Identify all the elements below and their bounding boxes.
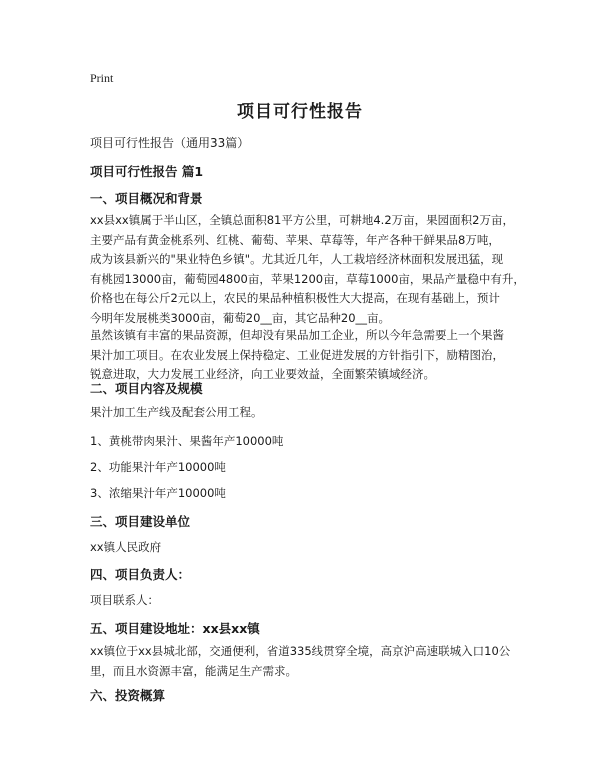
- list-item: 2、功能果汁年产10000吨: [90, 460, 226, 474]
- section-5-heading: 五、项目建设地址：xx县xx镇: [90, 621, 260, 636]
- paragraph-line: 果汁加工项目。在农业发展上保持稳定、工业促进发展的方针指引下，励精图治，: [90, 347, 504, 362]
- paragraph-line: 主要产品有黄金桃系列、红桃、葡萄、苹果、草莓等，年产各种干鲜果品8万吨，: [90, 232, 500, 247]
- document-title: 项目可行性报告: [237, 102, 363, 122]
- section-5-body: [90, 642, 515, 681]
- paragraph-line: 里，而且水资源丰富，能满足生产需求。: [90, 663, 297, 678]
- article-heading: 项目可行性报告 篇1: [90, 164, 204, 179]
- paragraph-line: 有桃园13000亩，葡萄园4800亩，苹果1200亩，草莓1000亩，果品产量稳中有升，: [90, 271, 525, 286]
- paragraph-line: xx镇位于xx县城北部，交通便利，省道335线贯穿全境，高京沪高速联城入口10公: [90, 644, 511, 658]
- list-item: 3、浓缩果汁年产10000吨: [90, 486, 226, 500]
- paragraph-line: 价格也在每公斤2元以上，农民的果品种植积极性大大提高，在现有基础上，预计: [90, 291, 500, 305]
- section-1-paragraph-1: [90, 211, 525, 328]
- section-3-body: xx镇人民政府: [90, 540, 162, 554]
- list-item: 1、黄桃带肉果汁、果酱年产10000吨: [90, 434, 284, 448]
- paragraph-line: 锐意进取，大力发展工业经济，向工业要效益，全面繁荣镇域经济。: [90, 367, 435, 381]
- section-4-body: 项目联系人：: [90, 593, 159, 607]
- document-subtitle: 项目可行性报告（通用33篇）: [90, 136, 250, 150]
- section-6-heading: 六、投资概算: [90, 688, 166, 703]
- section-4-heading: 四、项目负责人：: [90, 567, 191, 582]
- section-3-heading: 三、项目建设单位: [90, 514, 191, 529]
- section-1-heading: 一、项目概况和背景: [90, 191, 203, 206]
- paragraph-line: 今明年发展桃类3000亩，葡萄20__亩，其它品种20__亩。: [90, 310, 391, 325]
- section-2-intro: 果汁加工生产线及配套公用工程。: [90, 405, 263, 419]
- section-2-heading: 二、项目内容及规模: [90, 381, 203, 396]
- paragraph-line: xx县xx镇属于半山区，全镇总面积81平方公里，可耕地4.2万亩，果园面积2万亩，: [90, 213, 514, 227]
- paragraph-line: 虽然该镇有丰富的果品资源，但却没有果品加工企业，所以今年急需要上一个果酱: [90, 328, 504, 342]
- paragraph-line: 成为该县新兴的"果业特色乡镇"。尤其近几年，人工栽培经济林面积发展迅猛，现: [90, 252, 504, 266]
- section-1-paragraph-2: [90, 326, 515, 385]
- print-link[interactable]: Print: [90, 71, 114, 85]
